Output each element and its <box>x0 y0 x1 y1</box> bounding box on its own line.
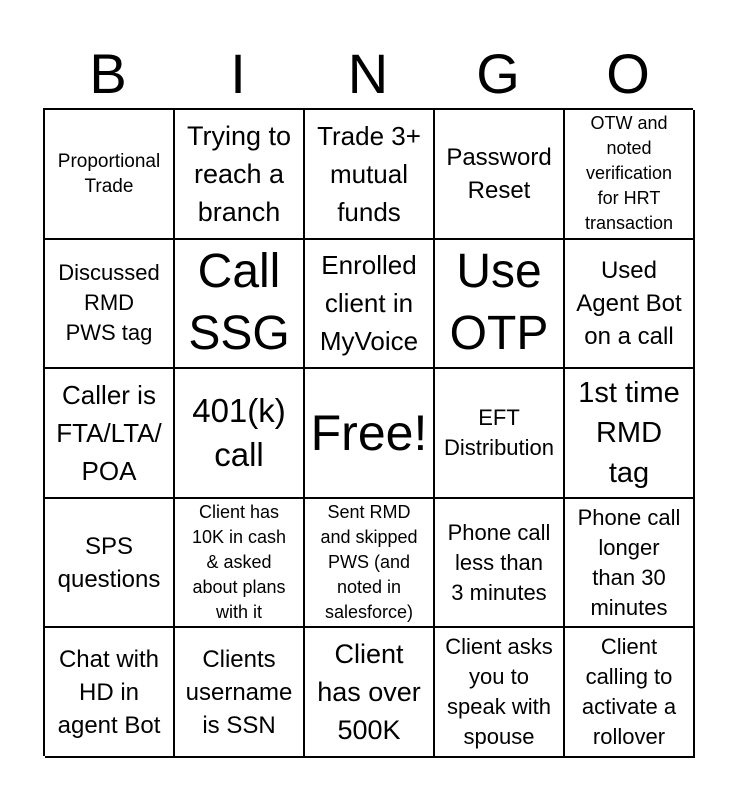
cell-text: OTW and noted verification for HRT transaction <box>584 113 674 234</box>
bingo-cell[interactable] <box>175 110 305 240</box>
bingo-cell[interactable] <box>565 628 695 758</box>
cell-text: 1st time RMD tag <box>578 376 680 489</box>
cell-text: Client calling to activate a rollover <box>581 634 677 750</box>
bingo-cell[interactable] <box>175 499 305 629</box>
bingo-header <box>43 40 693 108</box>
bingo-cell[interactable] <box>45 110 175 240</box>
bingo-cell[interactable] <box>435 628 565 758</box>
bingo-cell[interactable] <box>565 240 695 370</box>
free-space: Free! <box>310 404 428 461</box>
cell-text: Use OTP <box>449 245 549 361</box>
cell-text: Client has over 500K <box>317 639 421 746</box>
bingo-cell[interactable] <box>45 240 175 370</box>
cell-text: Used Agent Bot on a call <box>576 256 682 350</box>
bingo-cell[interactable] <box>565 369 695 499</box>
bingo-cell[interactable] <box>435 499 565 629</box>
cell-text: Phone call less than 3 minutes <box>447 519 551 605</box>
header-letter-o: O <box>606 42 650 105</box>
cell-text: Client has 10K in cash & asked about plans with it <box>191 502 287 623</box>
bingo-cell[interactable] <box>565 110 695 240</box>
bingo-cell[interactable] <box>175 240 305 370</box>
bingo-cell[interactable] <box>435 369 565 499</box>
bingo-cell[interactable] <box>175 369 305 499</box>
header-letter-b: B <box>89 42 127 105</box>
bingo-cell[interactable] <box>305 369 435 499</box>
bingo-cell[interactable] <box>175 628 305 758</box>
bingo-cell[interactable] <box>565 499 695 629</box>
cell-text: Password Reset <box>446 143 552 204</box>
bingo-cell[interactable] <box>305 110 435 240</box>
header-letter-n: N <box>347 42 389 105</box>
cell-text: Discussed RMD PWS tag <box>58 260 160 346</box>
bingo-cell[interactable] <box>435 110 565 240</box>
cell-text: Client asks you to speak with spouse <box>445 634 553 750</box>
header-letter-g: G <box>476 42 520 105</box>
bingo-cell[interactable] <box>305 240 435 370</box>
cell-text: Trying to reach a branch <box>186 120 292 227</box>
cell-text: EFT Distribution <box>443 404 555 460</box>
bingo-cell[interactable] <box>435 240 565 370</box>
cell-text: Phone call longer than 30 minutes <box>577 504 681 620</box>
cell-text: Caller is FTA/LTA/ POA <box>56 379 162 486</box>
cell-text: Enrolled client in MyVoice <box>319 250 419 357</box>
cell-text: Sent RMD and skipped PWS (and noted in salesforce) <box>320 502 418 623</box>
bingo-cell[interactable] <box>305 499 435 629</box>
cell-text: Proportional Trade <box>57 150 161 197</box>
cell-text: 401(k) call <box>192 391 286 473</box>
header-letter-i: I <box>230 42 246 105</box>
bingo-cell[interactable] <box>45 369 175 499</box>
bingo-cell[interactable] <box>45 628 175 758</box>
bingo-cell[interactable] <box>45 499 175 629</box>
cell-text: Trade 3+ mutual funds <box>317 120 421 227</box>
bingo-cell[interactable] <box>305 628 435 758</box>
cell-text: Clients username is SSN <box>185 645 293 739</box>
cell-text: Chat with HD in agent Bot <box>57 645 161 739</box>
cell-text: Call SSG <box>188 245 290 361</box>
cell-text: SPS questions <box>57 532 161 593</box>
bingo-card <box>43 108 693 756</box>
